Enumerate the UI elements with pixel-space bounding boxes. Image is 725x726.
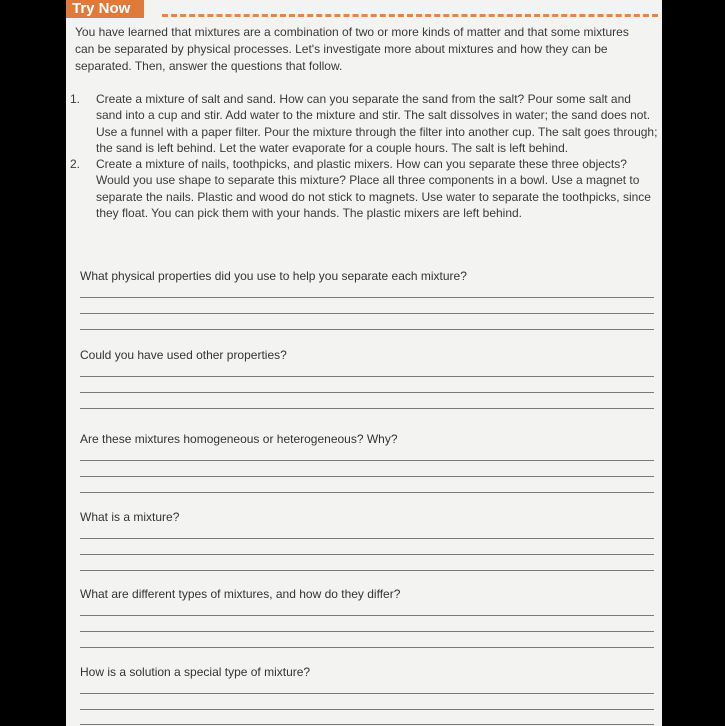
step-text: Create a mixture of salt and sand. How can you separate the sand from the salt? Pour some salt and sand into a cup and stir. Add water to the mixture and stir. The salt dissolves in water; the sand does not. Use a funnel with a paper filter. Pour the mixture through the filter into another cup. The salt goes through; the sand is left behind. Let the water evaporate for a couple hours. The salt is left behind. bbox=[96, 92, 658, 155]
intro-paragraph: You have learned that mixtures are a combination of two or more kinds of matter and that some mixtures can be separated by physical processes. Let's investigate more about mixtures and how they can be separated. Then, answer the questions that follow. bbox=[75, 25, 629, 73]
question-3: Are these mixtures homogeneous or heterogeneous? Why? bbox=[80, 432, 398, 446]
answer-line[interactable] bbox=[80, 376, 654, 377]
answer-line[interactable] bbox=[80, 554, 654, 555]
try-now-header bbox=[66, 0, 662, 20]
answer-line[interactable] bbox=[80, 724, 654, 725]
procedure-step bbox=[70, 91, 660, 156]
answer-line[interactable] bbox=[80, 460, 654, 461]
answer-line[interactable] bbox=[80, 297, 654, 298]
worksheet-page bbox=[66, 0, 662, 726]
answer-line[interactable] bbox=[80, 631, 654, 632]
answer-line[interactable] bbox=[80, 476, 654, 477]
step-number: 1. bbox=[70, 92, 81, 106]
question-6: How is a solution a special type of mixture? bbox=[80, 665, 311, 679]
answer-line[interactable] bbox=[80, 313, 654, 314]
answer-line[interactable] bbox=[80, 709, 654, 710]
answer-line[interactable] bbox=[80, 570, 654, 571]
answer-line[interactable] bbox=[80, 329, 654, 330]
question-1: What physical properties did you use to help you separate each mixture? bbox=[80, 269, 467, 283]
header-dashed-rule bbox=[162, 14, 658, 17]
procedure-step bbox=[70, 156, 660, 221]
answer-line[interactable] bbox=[80, 492, 654, 493]
step-number: 2. bbox=[70, 157, 81, 172]
answer-line[interactable] bbox=[80, 647, 654, 648]
answer-line[interactable] bbox=[80, 392, 654, 393]
answer-line[interactable] bbox=[80, 615, 654, 616]
answer-line[interactable] bbox=[80, 538, 654, 539]
question-4: What is a mixture? bbox=[80, 510, 180, 524]
header-title: Try Now bbox=[66, 0, 144, 18]
answer-line[interactable] bbox=[80, 693, 654, 694]
answer-line[interactable] bbox=[80, 408, 654, 409]
question-5: What are different types of mixtures, and how do they differ? bbox=[80, 587, 401, 601]
question-2: Could you have used other properties? bbox=[80, 348, 287, 362]
procedure-list bbox=[70, 91, 660, 221]
step-text: Create a mixture of nails, toothpicks, and plastic mixers. How can you separate these three objects? Would you use shape to separate this mixture? Place all three components in a bowl. Use a magnet to separate the nails. Plastic and wood do not stick to magnets. Use water to separate the toothpicks, since they float. You can pick them with your hands. The plastic mixers are left behind. bbox=[96, 157, 651, 221]
